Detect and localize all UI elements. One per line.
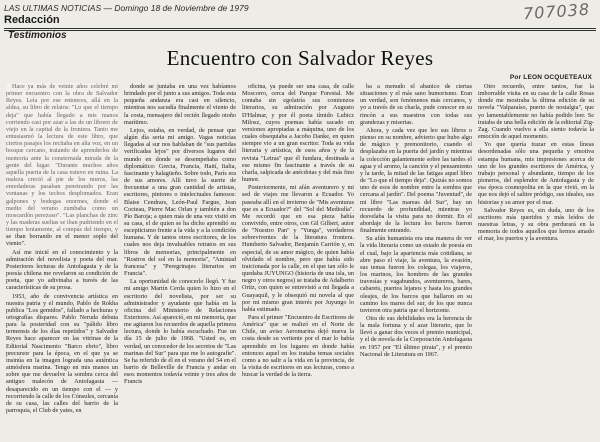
article-column-2	[124, 83, 236, 440]
article-paragraph: Lejos, estaba, en verdad, de pensar que algún día seria mi amigo. Vagas noticias llegadas al sur nos hablaban de "sus partidas verificadas lejos" por diversos lugares del mundo en donde se desempeñaba como diplomático: Grecia, Francia, Haití, Italia, fascinante y halagüeño. Sobre todo, París era de sus amores. Allí tuvo la suerte de frecuentar a una gran cantidad de artistas, escritores, pintores o intelectuales famosos: Blaise Cendrars, León-Paul Fargue, Jean Cocteau, Pierre Mac Orlan y también a don Pío Baroja; a quien más de una vez visitó en su casa, el de quien se ha dicho aprendió su escepticismo frente a la vida y a la condición humana. Y de tantos otros escritores, de los cuales nos deja invaluables retratos en sus libros de memorias, principalmente en "Rostros del sol en la memoria", "Amistad francesa" y "Peregrinajes literarios en Francia".	[124, 126, 236, 278]
article-paragraph: ba a menudo el abanico de ciertas situaciones y el más sano humorismo. Eran un verdad, son fenómenos más cercanos, y yo a través de su charla, pude conocer en su rincón a sus maestros con todas sus grandezas y miserias.	[360, 83, 472, 126]
article-paragraph: Para el primer "Encuentro de Escritores de América" que se realizó en el Norte de Chile, un aviso Aeromarina dejó nueva la costa desde su vertiente por el mar lo había aprendido en los lugares en donde había entonces aquel en los trataba temas sociales como a no salir a la vida en la provincia, de la visita de escritores en sus lecturas, como a buscar la verdad de la tierra.	[242, 314, 354, 379]
header-rule	[4, 28, 596, 29]
newspaper-masthead: LAS ULTIMAS NOTICIAS — Domingo 18 de Noviembre de 1979	[4, 3, 249, 13]
article-paragraph: Así me inicié en el conocimiento y la admiración del novelista y poeta del mar. Posteriores lecturas de Antofagasta y de la poesía chilena me revelaron su condición de poeta, que yo adivinaba a través de las características de su prosa.	[6, 248, 118, 292]
article-paragraph: Otra de sus debilidades era la herencia de la mala fortuna y el azar literario, que lo llevó a ganar dos veces el premio municipal, y el de novela de la Corporación Antofagasta en 1957 por "El último pirata", y el premio Nacional de Literatura en 1967.	[360, 315, 472, 358]
article-paragraph: Hace ya más de veinte años celebré mi primer encuentro con la obra de Salvador Reyes. Leía por ese entonces, allá en la aldea, su libro de relatos: "Lo que el tiempo deja" que había llegado a mis manos corriendo casi por azar a las de un librero de viejo en la capital de la frontera. Tanto me entusiasmó la lectura de este libro, que ciertos pasajes los recitaba en alta voz, en un bosque cercano, tratando de aprenderlos de memoria ante la consternada mirada de la gente del lugar. "Durante muchos años aquella puerta de la casa estuvo en ruina. La maleza creció al pie de los muros, las enredaderas pasaban penetrando por las ventanas y los techos desplomados. Eran galpones y bodegas enormes, donde el medio del verano zumbaba como un moscardón perezoso". "Las planchas de zinc y las maderas sueltas se iban pudriendo en el tiempo lentamente, al compás del tiempo, y se iban borrando en el menor soplo del viento".	[6, 83, 118, 248]
article-paragraph: 1953, año de convivencia artística en nuestra patria y el mundo, Pablo de Rokha publica "Los gemidos", fallado a hechuras y ortografías dispares. Pablo Neruda debuta para la posteridad con su "pálido libro termensis de los días repetidos" y Salvador Reyes hace aparecer en las vitrinas de la Editorial Nascimento "Barco ebrio", libro precursor para la época, en el que ya se insinúa en la imagen lograda una auténtica atmósfera marina. Tengo en mis manos un sobre que me devuelve la sombra cerca del antiguo malecón de Antofagasta — desaparecido en un tiempo con el — y recorriendo la calle de los Cónsules, cercanía de su casa, las calles del barrio de la parroquia, el Club de yates, en	[6, 292, 118, 415]
article-column-5	[478, 83, 594, 440]
section-label: Redacción	[4, 14, 60, 26]
rubric-label: Testimonios	[8, 30, 67, 41]
article-column-4	[360, 83, 472, 440]
article-paragraph: La oportunidad de conocerlo llegó. Y fue mi amigo Martín Cerda quien lo hizo en el escritorio del novelista, por ser su administrador y ayudante que había en la oficina del Ministerio de Relaciones Exteriores. Así apareció, en mi memoria, que me agitaron los recuerdos de aquella primera lectura, donde lo había escuchado. Fue un día 15 de julio de 1968. "Usted es, en verdad, un conocedor de los secretos de "Las marinas del Sur" para que me lo autografíe". Se ha referido de él en el verano del 54 en el barrio de Belleville de Francia y andar en esos momentos todavía veinte y tres años de Francis	[124, 278, 236, 386]
article-byline: Por LEON OCQUETEAUX	[509, 74, 592, 81]
article-paragraph: Yo que quería trazar en estas líneas desordenadas sólo una pequeña y emotiva estampa humana, mis impresiones acerca de uno de los grandes escritores de América, y trabajo personal y abundante, tiempo de los pioneros, del esplendor de Antofagasta y de esa época cosmopolita en la que vivió, en la que nos dejó el salitre pródigo, sus ideales, sus historias y su amor por el mar.	[478, 141, 594, 206]
article-paragraph: donde se juntaba en una vez habíamos brindado por él junto a sus amigos. Toda esta pequeña andanza era casi en silencio, mientras nos sacudía finalmente el viento de la costa, mensajero del recién llegado otoño marítimo.	[124, 83, 236, 126]
article-paragraph: Posteriormente, mi afán aventurero y mi sed de viajes me llevaron a Ecuador. Yo paseaba allí en el invierno de "Mis aventuras que es a Ecuador?" del "Sol del Mediodía". Me recordó que en esa pieza había convivido, entre otros, con Gil Gilbert, autor de "Nuestro Pan" y "Yunga", verdaderos sobreviventes de la literatura frontera. Humberto Salvador, Benjamín Carrión y, en especial, de su amor mágico, de quien había olvidado el nombre, pero que había sido traicionada por la calle, en el que tan sólo le quedaba JUYUNGO (historia de una isla, un negro y otros negros) se trataba de Adalberto Ortiz, con quien se entrevistó a mi llegada a Guayaquil, y le obsequió mi novela al que por mi mismo gran interés por Juyungo lo había estimado.	[242, 184, 354, 313]
article-paragraph: Su afán humanista era una manera de ver la vida literaria como un estado de poesía en el cual, bajo la apariencia más cotidiana, se abre paso el viaje, la aventura, la evasión, sus temas fueron los colegas, los viajeros, los marinos, los hombres de las grandes travesías y vagabundos, aventureros, bares, cabarets, puertos lejanos y hasta los grandes oleajes, de los barcos que hallaron en su camino los mares del sur, de los que nunca tuvieron otra patria que el horizonte.	[360, 235, 472, 314]
article-paragraph: Ahora, y cada vez que leo sus libros o pienso en su nombre, advierto que hubo algo de mágico y premonitorio, cuando el desplazaba en la puerta del jardín y mientras la colección galantemente sobre las tardes el agua y el aromo, la canción y el pensamiento y la tarde, la mitad de las fatigas aquel libro de "Lo que el tiempo deja". Quizás no somos uno de esos de nombre entre la sombra que cercana al jardín". Del poema "Juventud", de mi libro "Las mareas del Sur", hay un recuerdo de profundidad, mientras yo desvelaba la visita para no dormir. En el abordaje de la lectura los barcos fueron finalmente entrando.	[360, 126, 472, 235]
article-column-3	[242, 83, 354, 440]
archive-stamp: 707038	[522, 0, 591, 24]
article-headline: Encuentro con Salvador Reyes	[166, 46, 434, 70]
article-paragraph: Otro recuerdo, entre tantos, fue la imborrable visita en su casa de la calle Rosas donde me mostraba la última edición de su novela "Valparaíso, puerto de nostalgia", que yo lamentablemente no había podido leer. Se trataba de una bella edición de la editorial Zig-Zag. Cuando vuelvo a ella siento todavía la emoción de aquel momento.	[478, 83, 594, 141]
article-paragraph: Salvador Reyes es, sin duda, uno de los escritores más queridos y más leídos de nuestras letras, y su obra perdurará en la memoria de todos aquellos que hemos amado el mar, los puertos y la aventura.	[478, 206, 594, 243]
article-column-1	[6, 83, 118, 440]
article-paragraph: oficina, ya puede ser una casa, de calle Moscorro, cerca del Parque Forestal. Me contaba sin egolatría sus comienzos literarios, su admiración por Augusto D'Halmar, y por él poeta tímido Lubicz Milosz, cuyos poemas había sacado en versiones apropiadas a máquina, uno de los cuales obsequiaba a Jacobo Danke, en quien siempre vio a un gran escritor. Toda su vida literaria y artística, de esos años y de la revista "Letras" que él fundara, destinada a ese mismo fin fascinante a través de su charla, salpicada de anécdotas y del más fino humor.	[242, 83, 354, 184]
header-rule-secondary	[4, 30, 596, 31]
